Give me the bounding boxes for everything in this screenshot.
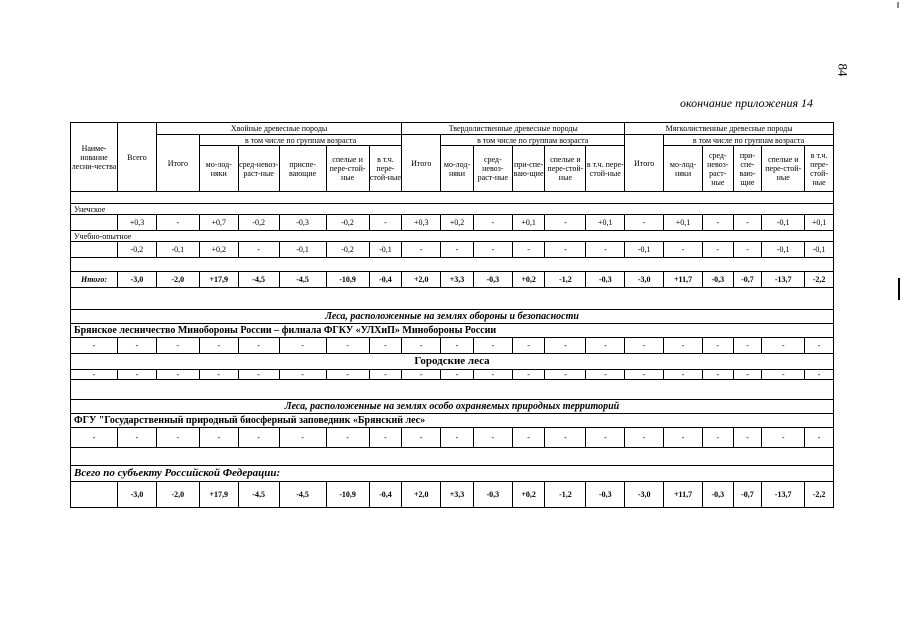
table-cell: -3,0 xyxy=(118,482,157,508)
header-col: при-спе-ваю-щие xyxy=(512,146,545,192)
header-itogo: Итого xyxy=(625,135,664,192)
section-urban: Городские леса xyxy=(71,354,834,370)
table-cell: - xyxy=(369,338,402,354)
table-cell: -1,2 xyxy=(545,272,586,288)
table-cell: -3,0 xyxy=(625,272,664,288)
header-col: при-спе-ваю-щие xyxy=(733,146,762,192)
table-cell: -0,1 xyxy=(762,242,805,258)
table-cell: - xyxy=(545,215,586,231)
table-cell: - xyxy=(441,428,474,448)
table-cell: - xyxy=(473,428,512,448)
table-row-total xyxy=(71,482,834,508)
table-cell: - xyxy=(369,370,402,380)
table-cell: -4,5 xyxy=(279,482,326,508)
table-cell: +11,7 xyxy=(664,272,703,288)
header-total: Всего xyxy=(118,123,157,192)
table-cell: - xyxy=(545,242,586,258)
table-cell: +0,3 xyxy=(118,215,157,231)
table-cell: +0,2 xyxy=(199,242,238,258)
table-cell: - xyxy=(279,428,326,448)
header-col: спелые и пере-стой-ные xyxy=(326,146,369,192)
table-cell: - xyxy=(441,338,474,354)
table-cell: - xyxy=(625,338,664,354)
header-col: мо-лод-няки xyxy=(199,146,238,192)
table-cell: -2,0 xyxy=(156,482,199,508)
table-cell: - xyxy=(762,370,805,380)
table-cell: - xyxy=(473,242,512,258)
table-cell: -0,1 xyxy=(805,242,834,258)
header-age-groups: в том числе по группам возраста xyxy=(664,135,834,146)
table-cell: -0,2 xyxy=(118,242,157,258)
table-cell: +0,7 xyxy=(199,215,238,231)
table-cell: -0,3 xyxy=(473,272,512,288)
table-cell: - xyxy=(512,242,545,258)
row-first-cell: - xyxy=(71,428,118,448)
table-cell: - xyxy=(402,242,441,258)
table-cell: - xyxy=(625,370,664,380)
table-cell: - xyxy=(199,370,238,380)
table-cell: -0,2 xyxy=(238,215,279,231)
table-cell: +3,3 xyxy=(441,482,474,508)
header-group-hardwood: Твердолиственные древесные породы xyxy=(402,123,625,135)
header-col: приспе-вающие xyxy=(279,146,326,192)
section-protected: Леса, расположенные на землях особо охраняемых природных территорий xyxy=(71,400,834,414)
table-cell: +17,9 xyxy=(199,482,238,508)
table-cell: -0,2 xyxy=(326,242,369,258)
table-cell: - xyxy=(545,428,586,448)
row-first-cell: Итого: xyxy=(71,272,118,288)
table-row xyxy=(71,242,834,258)
table-cell: - xyxy=(512,338,545,354)
header-col: спелые и пере-стой-ные xyxy=(545,146,586,192)
table-cell: - xyxy=(762,428,805,448)
table-cell: - xyxy=(238,428,279,448)
table-cell: - xyxy=(118,338,157,354)
table-cell: -3,0 xyxy=(118,272,157,288)
header-group-softwood: Мягколиственные древесные породы xyxy=(625,123,834,135)
header-col: мо-лод-няки xyxy=(441,146,474,192)
table-cell: +0,1 xyxy=(512,215,545,231)
table-cell: -0,1 xyxy=(156,242,199,258)
header-col: сред-невоз-раст-ные xyxy=(238,146,279,192)
table-cell: - xyxy=(702,428,733,448)
table-cell: - xyxy=(369,215,402,231)
table-cell: -0,1 xyxy=(369,242,402,258)
table-cell: -2,2 xyxy=(805,482,834,508)
row-first-cell xyxy=(71,215,118,231)
table-cell: - xyxy=(473,215,512,231)
table-cell: - xyxy=(238,338,279,354)
table-cell: +0,2 xyxy=(441,215,474,231)
table-cell: -13,7 xyxy=(762,482,805,508)
table-cell: - xyxy=(402,370,441,380)
row-first-cell xyxy=(71,482,118,508)
table-cell: +3,3 xyxy=(441,272,474,288)
table-cell: -2,2 xyxy=(805,272,834,288)
table-cell: - xyxy=(156,428,199,448)
table-cell: - xyxy=(326,370,369,380)
table-row xyxy=(71,428,834,448)
table-cell: +0,2 xyxy=(512,482,545,508)
table-cell: -4,5 xyxy=(238,482,279,508)
section-defense: Леса, расположенные на землях обороны и безопасности xyxy=(71,310,834,324)
table-cell: - xyxy=(733,370,762,380)
table-cell: +2,0 xyxy=(402,272,441,288)
table-cell: - xyxy=(238,370,279,380)
header-col: сред-невоз-раст-ные xyxy=(702,146,733,192)
table-cell: -0,1 xyxy=(625,242,664,258)
defense-org: Брянское лесничество Минобороны России – филиала ФГКУ «УЛХиП» Минобороны России xyxy=(71,324,834,338)
header-itogo: Итого xyxy=(156,135,199,192)
table-cell: - xyxy=(733,242,762,258)
header-age-groups: в том числе по группам возраста xyxy=(199,135,401,146)
table-cell: - xyxy=(625,428,664,448)
table-cell: -0,3 xyxy=(473,482,512,508)
table-cell: - xyxy=(545,338,586,354)
row-label: Унечское xyxy=(71,204,834,215)
table-cell: - xyxy=(625,215,664,231)
table-cell: -0,3 xyxy=(586,482,625,508)
table-cell: - xyxy=(441,242,474,258)
edge-mark xyxy=(898,278,900,300)
table-cell: +17,9 xyxy=(199,272,238,288)
table-cell: +11,7 xyxy=(664,482,703,508)
table-cell: - xyxy=(702,215,733,231)
table-cell: -1,2 xyxy=(545,482,586,508)
header-col: в т.ч. пере-стой-ные xyxy=(369,146,402,192)
header-col: мо-лод-няки xyxy=(664,146,703,192)
table-cell: - xyxy=(369,428,402,448)
header-col: в т.ч. пере-стой-ные xyxy=(586,146,625,192)
table-cell: - xyxy=(805,338,834,354)
table-cell: - xyxy=(473,338,512,354)
table-cell: - xyxy=(586,242,625,258)
table-cell: - xyxy=(326,428,369,448)
table-cell: +0,1 xyxy=(805,215,834,231)
table-cell: - xyxy=(733,215,762,231)
total-subject-label: Всего по субъекту Российской Федерации: xyxy=(71,466,834,482)
table-cell: - xyxy=(586,428,625,448)
table-cell: -3,0 xyxy=(625,482,664,508)
table-cell: -4,5 xyxy=(279,272,326,288)
table-cell: - xyxy=(441,370,474,380)
table-cell: +2,0 xyxy=(402,482,441,508)
table-cell: -0,1 xyxy=(279,242,326,258)
table-cell: - xyxy=(118,428,157,448)
appendix-subtitle: окончание приложения 14 xyxy=(680,96,814,110)
table-cell: - xyxy=(805,428,834,448)
header-col: в т.ч. пере-стой-ные xyxy=(805,146,834,192)
row-label: Учебно-опытное xyxy=(71,231,834,242)
table-cell: -0,1 xyxy=(762,215,805,231)
table-cell: +0,2 xyxy=(512,272,545,288)
edge-mark xyxy=(897,2,899,8)
header-col: спелые и пере-стой-ные xyxy=(762,146,805,192)
table-cell: -0,4 xyxy=(369,482,402,508)
table-row xyxy=(71,338,834,354)
table-cell: -0,4 xyxy=(369,272,402,288)
table-cell: -2,0 xyxy=(156,272,199,288)
table-cell: - xyxy=(664,242,703,258)
table-cell: - xyxy=(733,338,762,354)
table-cell: +0,3 xyxy=(402,215,441,231)
table-cell: - xyxy=(512,428,545,448)
table-cell: - xyxy=(733,428,762,448)
row-first-cell: - xyxy=(71,370,118,380)
table-cell: -0,3 xyxy=(586,272,625,288)
table-cell: -10,9 xyxy=(326,272,369,288)
table-row xyxy=(71,370,834,380)
table-cell: - xyxy=(238,242,279,258)
table-cell: -4,5 xyxy=(238,272,279,288)
table-cell: -10,9 xyxy=(326,482,369,508)
header-name: Наиме-нование лесни-чества xyxy=(71,123,118,192)
table-cell: - xyxy=(586,370,625,380)
table-cell: -0,3 xyxy=(702,272,733,288)
table-cell: - xyxy=(118,370,157,380)
table-cell: - xyxy=(279,370,326,380)
row-first-cell xyxy=(71,242,118,258)
table-cell: - xyxy=(402,428,441,448)
page-number: 84 xyxy=(835,63,851,77)
table-cell: - xyxy=(702,242,733,258)
table-cell: - xyxy=(156,338,199,354)
table-cell: - xyxy=(545,370,586,380)
header-col: сред-невоз-раст-ные xyxy=(473,146,512,192)
header-age-groups: в том числе по группам возраста xyxy=(441,135,625,146)
table-cell: +0,1 xyxy=(586,215,625,231)
table-cell: - xyxy=(512,370,545,380)
table-cell: - xyxy=(805,370,834,380)
table-cell: - xyxy=(199,428,238,448)
table-cell: - xyxy=(156,370,199,380)
table-cell: -0,7 xyxy=(733,272,762,288)
table-cell: -0,3 xyxy=(702,482,733,508)
table-cell: +0,1 xyxy=(664,215,703,231)
table-cell: - xyxy=(702,370,733,380)
header-group-conifer: Хвойные древесные породы xyxy=(156,123,401,135)
table-row-itogo xyxy=(71,272,834,288)
table-cell: - xyxy=(156,215,199,231)
row-first-cell: - xyxy=(71,338,118,354)
table-row xyxy=(71,215,834,231)
table-cell: - xyxy=(199,338,238,354)
table-cell: -0,2 xyxy=(326,215,369,231)
data-table xyxy=(70,122,834,508)
table-cell: - xyxy=(664,370,703,380)
table-cell: -0,3 xyxy=(279,215,326,231)
table-cell: - xyxy=(473,370,512,380)
protected-org: ФГУ "Государственный природный биосферный заповедник «Брянский лес» xyxy=(71,414,834,428)
table-cell: - xyxy=(402,338,441,354)
table-cell: - xyxy=(664,428,703,448)
table-cell: -0,7 xyxy=(733,482,762,508)
header-itogo: Итого xyxy=(402,135,441,192)
table-cell: - xyxy=(326,338,369,354)
table-cell: - xyxy=(702,338,733,354)
table-cell: -13,7 xyxy=(762,272,805,288)
table-cell: - xyxy=(279,338,326,354)
table-cell: - xyxy=(586,338,625,354)
table-cell: - xyxy=(762,338,805,354)
table-cell: - xyxy=(664,338,703,354)
